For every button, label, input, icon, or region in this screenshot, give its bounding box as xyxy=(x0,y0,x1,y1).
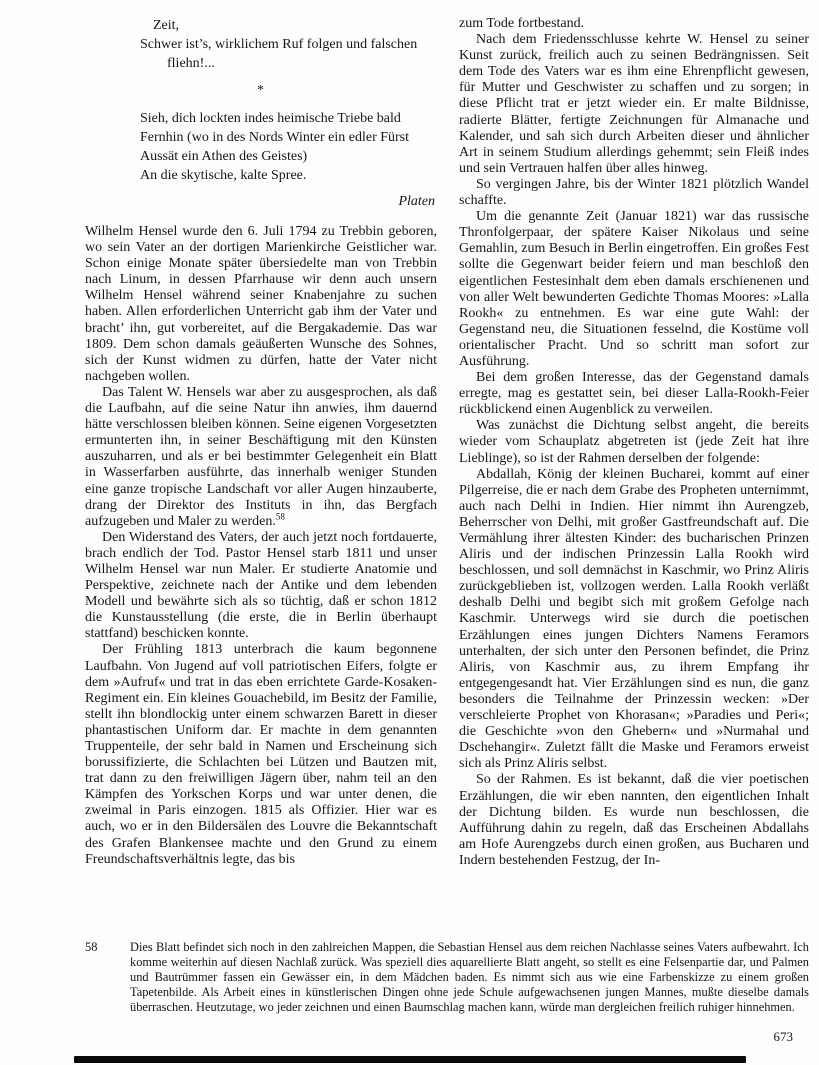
paragraph: Was zunächst die Dichtung selbst angeht, die bereits wieder vom Schauplatz abgetreten ist (jede Zeit hat ihre Lieblinge), so ist der Rahmen derselben der folgende: xyxy=(459,418,809,466)
paragraph: Nach dem Friedensschlusse kehrte W. Hensel zu seiner Kunst zurück, freilich auch zu seinen Bedrängnissen. Seit dem Tode des Vaters war es ihm eine Ehrenpflicht gewesen, für Mutter und Geschwister zu schaffen und zu sorgen; in diese Pflicht trat er jetzt wieder ein. Er malte Bildnisse, radierte Blätter, fertigte Zeichnungen für Almanache und Kalender, und sah sich durch Arbeiten dieser und ähnlicher Art in seinem Studium allerdings gehemmt; sein Fleiß indes und sein Vertrauen halfen über alles hinweg. xyxy=(459,32,809,176)
poem-attribution: Platen xyxy=(398,194,435,209)
paragraph-text: Das Talent W. Hensels war aber zu ausgesprochen, als daß die Laufbahn, auf die seine Natur ihn anwies, ihm dauernd hätte verschlossen bleiben können. Seine eigenen Vorgesetzten ermunterten ihn, in seiner Beschäftigung mit den Künsten auszuharren, und als er bei bestimmter Gelegenheit ein Blatt in Wasserfarben ausführte, das innerhalb weniger Stunden eine ganze tropische Landschaft vor aller Augen hinzauberte, drang der Direktor des Instituts in ihn, das Bergfach aufzugeben und Maler zu werden. xyxy=(85,384,437,529)
left-column xyxy=(85,16,437,938)
paragraph: Den Widerstand des Vaters, der auch jetzt noch fortdauerte, brach endlich der Tod. Pastor Hensel starb 1811 und unser Wilhelm Hensel war nun Maler. Er studierte Anatomie und Perspektive, zeichnete nach der Antike und dem lebenden Modell und bewährte sich als so tüchtig, daß er schon 1812 die Kunstausstellung (die erste, die in Berlin überhaupt stattfand) beschicken konnte. xyxy=(85,529,437,642)
paragraph: Der Frühling 1813 unterbrach die kaum begonnene Laufbahn. Von Jugend auf voll patriotischen Eifers, folgte er dem »Aufruf« und trat in das eben errichtete Garde-Kosaken-Regiment ein. Ein kleines Gouachebild, im Besitz der Familie, stellt ihn blondlockig unter einem schwarzen Barett in dieser phantastischen Uniform dar. Er machte in dem genannten Truppenteile, der sehr bald in Namen und Erscheinung sich borussifizierte, die Schlachten bei Lützen und Bautzen mit, trat dann zu den freiwilligen Jägern über, nahm teil an den Kämpfen des Yorkschen Korps und war unter denen, die zweimal in Paris einzogen. 1815 als Offizier. Hier war es auch, wo er in den Bildersälen des Louvre die Bekanntschaft des Grafen Blankensee machte und den Grund zu einem Freundschaftsverhältnis legte, das bis xyxy=(85,642,437,867)
poem-line: Zeit, xyxy=(153,18,180,33)
poem-separator-star: * xyxy=(257,83,265,98)
footnote-text: Dies Blatt befindet sich noch in den zahlreichen Mappen, die Sebastian Hensel aus dem reichen Nachlasse seines Vaters aufbewahrt. Ich komme weiterhin auf diesen Nachlaß zurück. Was speziell dies aquarellierte Blatt angeht, so stellt es eine Felsenpartie dar, und Palmen und Bautrümmer fassen ein Gewässer ein, in dem Mädchen baden. Es nimmt sich aus wie eine Farbenskizze zu einem großen Tapetenbilde. Als Arbeit eines in künstlerischen Dingen ohne jede Schule aufgewachsenen jungen Mannes, mußte dieselbe damals überraschen. Heutzutage, wo jeder zeichnen und einen Baumschlag machen kann, würde man dergleichen freilich ruhiger hinnehmen. xyxy=(130,940,809,1014)
scan-edge-artifact xyxy=(74,1056,746,1063)
paragraph: So der Rahmen. Es ist bekannt, daß die vier poetischen Erzählungen, die wir eben nannten, den eigentlichen Inhalt der Dichtung bilden. Es wurde nun beschlossen, die Aufführung dahin zu regeln, daß das Erscheinen Abdallahs am Hofe Aurengzebs durch einen großen, aus Bucharen und Indern bestehenden Festzug, der In- xyxy=(459,772,809,868)
page-number: 673 xyxy=(773,1029,793,1044)
poem-line: Schwer ist’s, wirklichem Ruf folgen und falschen xyxy=(140,37,418,52)
paragraph: zum Tode fortbestand. xyxy=(459,16,585,31)
poem-line: Sieh, dich lockten indes heimische Triebe bald xyxy=(140,111,401,126)
paragraph: Um die genannte Zeit (Januar 1821) war das russische Thronfolgerpaar, der spätere Kaiser Nikolaus und seine Gemahlin, zum Besuch in Berlin eingetroffen. Ein großes Fest sollte die Gegenwart beider feiern und man beschloß den eigentlichen Festesinhalt dem eben damals erschienenen und von aller Welt bewunderten Gedichte Thomas Moores: »Lalla Rookh« zu entnehmen. Es war eine gute Wahl: der Gegenstand neu, die Situationen fesselnd, die Kostüme voll orientalischer Pracht. Und so schritt man sofort zur Ausführung. xyxy=(459,209,809,369)
poem-epigraph xyxy=(85,16,437,211)
poem-line: An die skytische, kalte Spree. xyxy=(140,168,307,183)
footnote-reference: 58 xyxy=(275,511,285,522)
footnote-number: 58 xyxy=(85,940,98,954)
paragraph: Abdallah, König der kleinen Bucharei, kommt auf einer Pilgerreise, die er nach dem Grabe des Propheten unternimmt, auch nach Delhi in Indien. Hier nimmt ihn Aurengzeb, Beherrscher von Delhi, mit großer Gastfreundschaft auf. Die Vermählung ihrer ältesten Kinder: des bucharischen Prinzen Aliris und der indischen Prinzessin Lalla Rookh wird beschlossen, und soll demnächst in Kaschmir, wo Prinz Aliris zurückgeblieben ist, vollzogen werden. Lalla Rookh verläßt deshalb Delhi und begibt sich mit großem Gefolge nach Kaschmir. Unterwegs wird sie durch die poetischen Erzählungen eines jungen Dichters Namens Feramors unterhalten, der sich unter den Personen befindet, die Prinz Aliris, von Kaschmir aus, zu ihrem Empfang ihr entgegengesandt hat. Vier Erzählungen sind es nun, die ganz besonders die Teilnahme der Prinzessin wecken: »Der verschleierte Prophet von Khorasan«; »Paradies und Peri«; die Geschichte »von den Ghebern« und »Nurmahal und Dschehangir«. Zuletzt fällt die Maske und Feramors erweist sich als Prinz Aliris selbst. xyxy=(459,466,809,772)
poem-line: fliehn!... xyxy=(167,56,215,71)
footnote xyxy=(85,940,809,1015)
poem-line: Fernhin (wo in des Nords Winter ein edler Fürst xyxy=(140,130,410,145)
paragraph xyxy=(85,385,437,530)
paragraph: Wilhelm Hensel wurde den 6. Juli 1794 zu Trebbin geboren, wo sein Vater an der dortigen Marienkirche Geistlicher war. Schon einige Monate später übersiedelte man von Trebbin nach Linum, in dessen Pfarrhause wir denn auch unsern Wilhelm Hensel während seiner Knabenjahre zu suchen haben. Allen erforderlichen Unterricht gab ihm der Vater und bracht’ ihn, gut vorbereitet, auf die Bergakademie. Das war 1809. Dem schon damals geäußerten Wunsche des Sohnes, sich der Kunst widmen zu dürfen, hatte der Vater nicht nachgeben wollen. xyxy=(85,224,437,384)
poem-line: Aussät ein Athen des Geistes) xyxy=(140,149,308,164)
paragraph: So vergingen Jahre, bis der Winter 1821 plötzlich Wandel schaffte. xyxy=(459,176,809,209)
right-column xyxy=(459,16,809,938)
paragraph: Bei dem großen Interesse, das der Gegenstand damals erregte, mag es gestattet sein, bei dieser Lalla-Rookh-Feier rückblickend einen Augenblick zu verweilen. xyxy=(459,370,809,418)
